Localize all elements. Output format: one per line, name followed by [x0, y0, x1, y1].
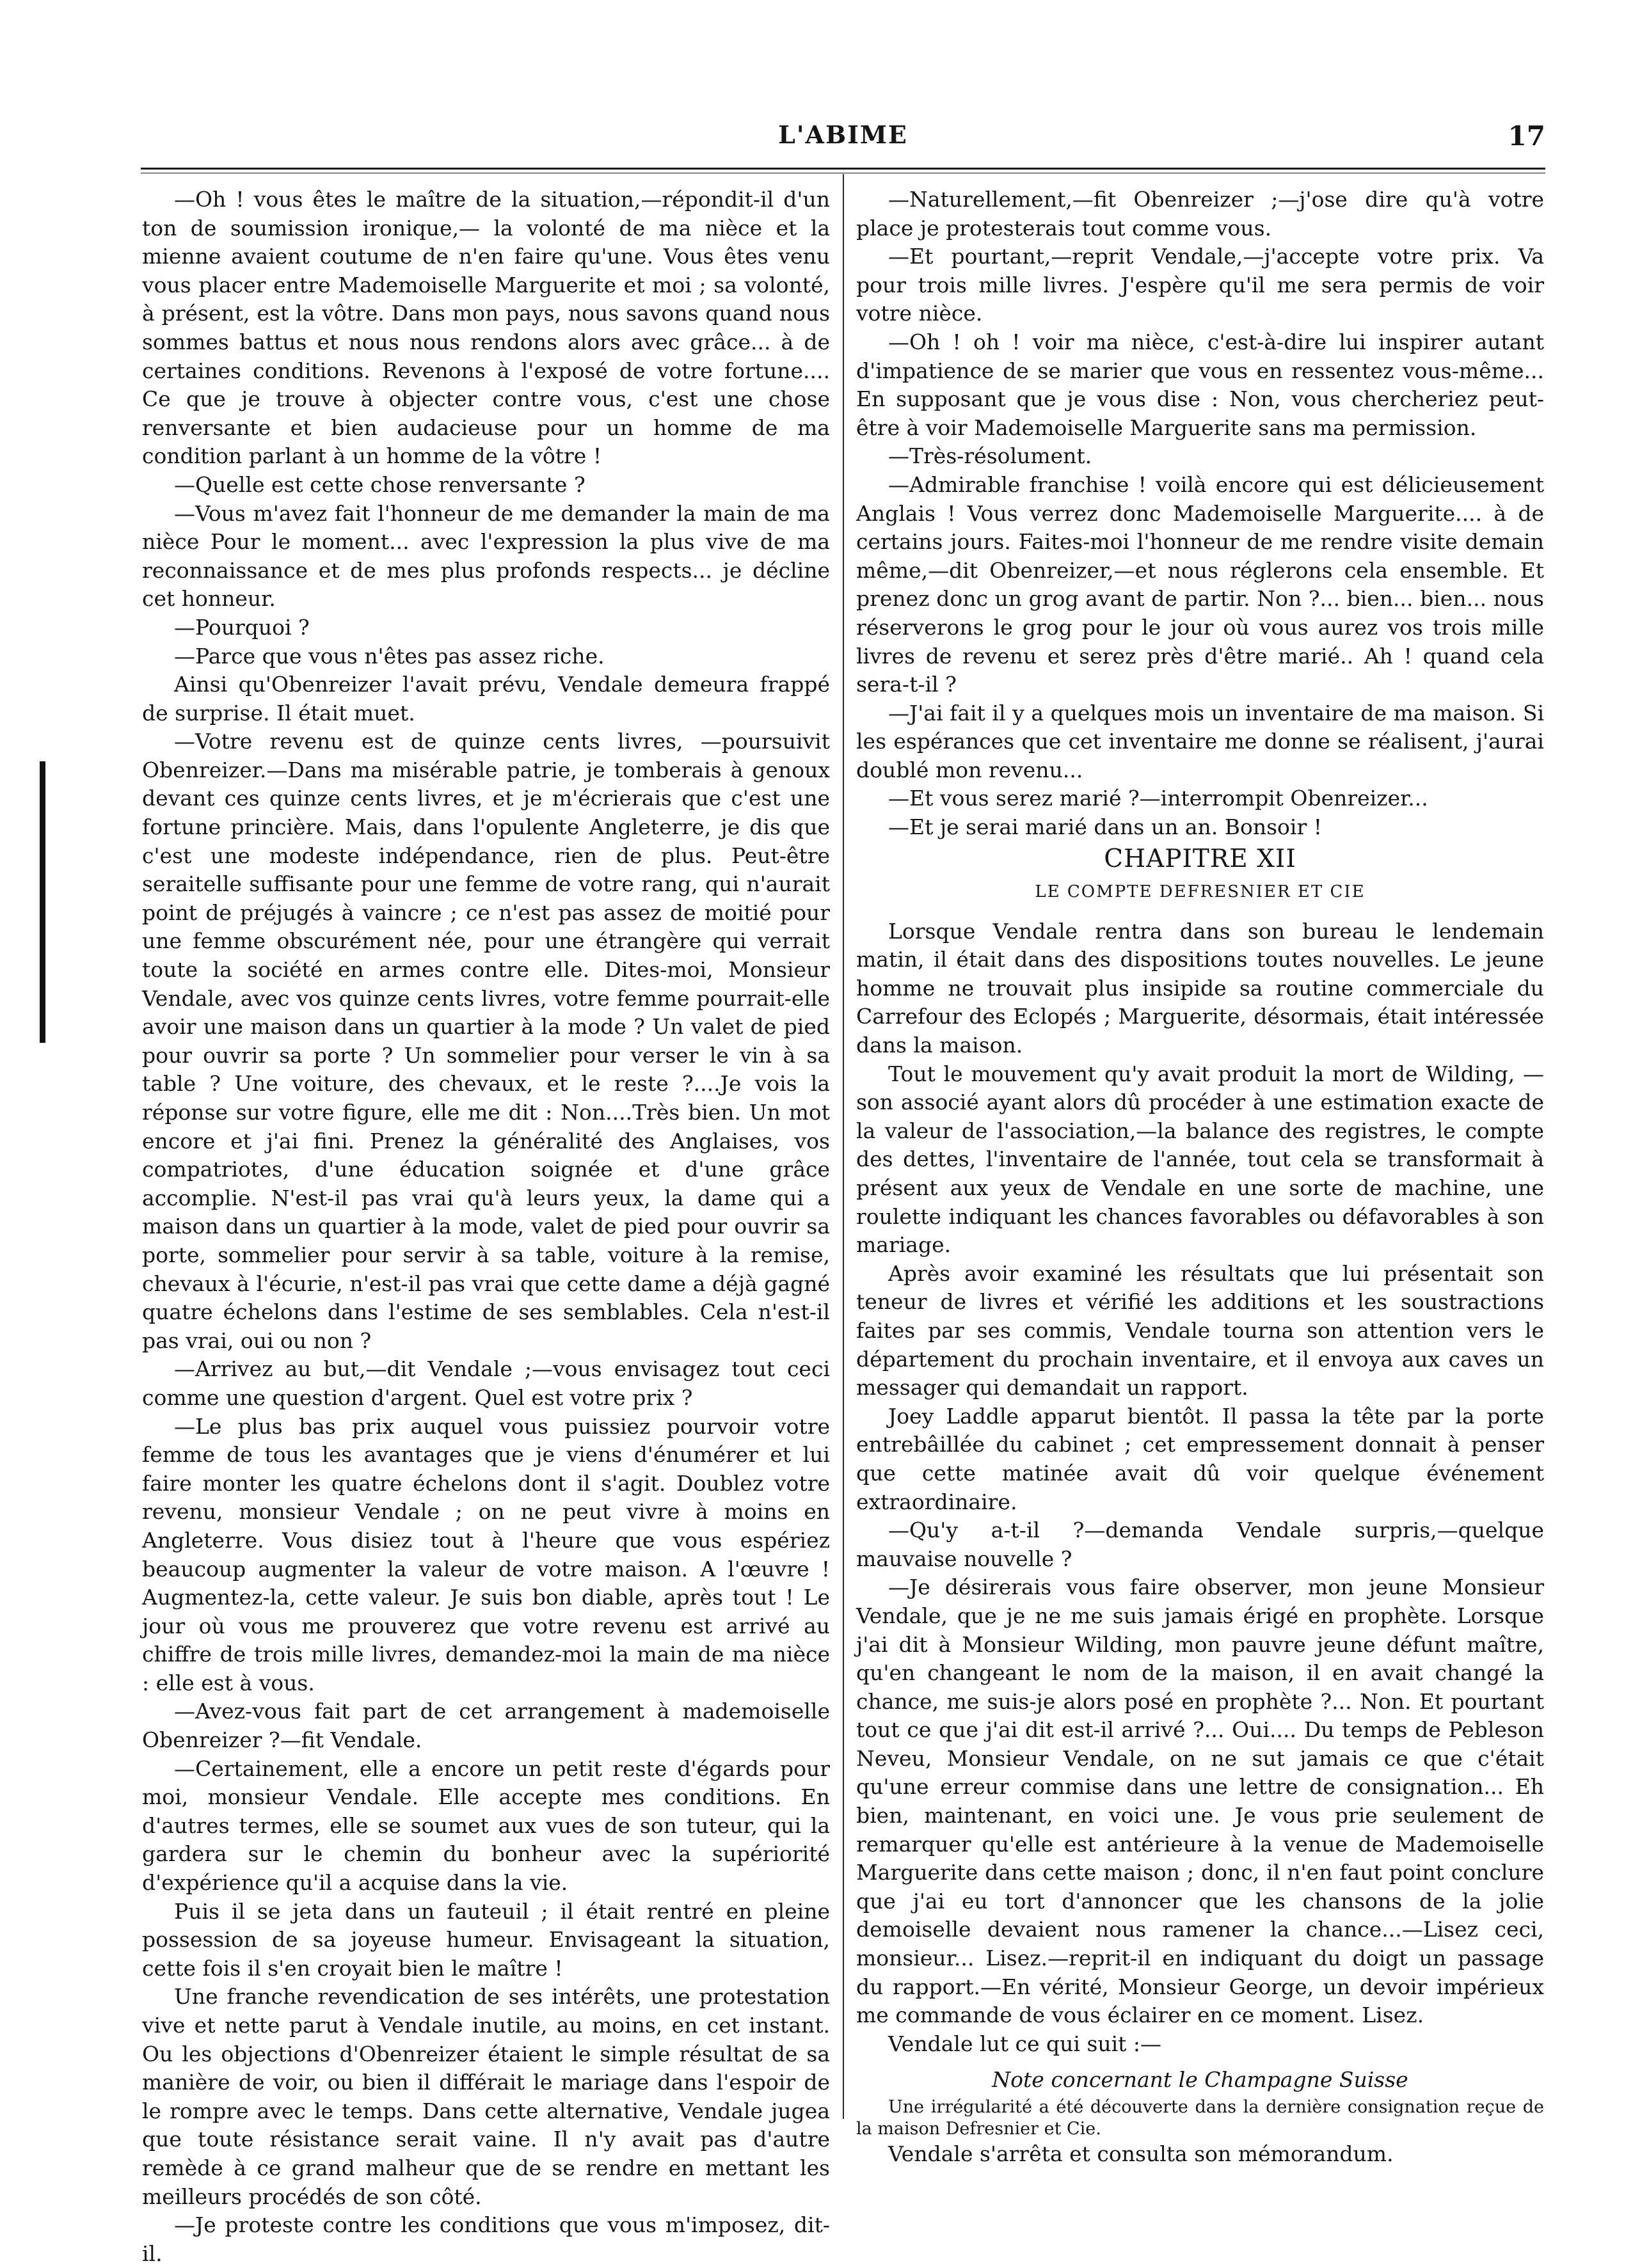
chapter-title: CHAPITRE XII — [1104, 844, 1296, 873]
paragraph: —Et pourtant,—reprit Vendale,—j'accepte votre prix. Va pour trois mille livres. J'espère qu'il me sera permis de voir votre nièce. — [856, 244, 1544, 326]
column-divider — [843, 174, 844, 2119]
paragraph: —J'ai fait il y a quelques mois un inventaire de ma maison. Si les espérances que cet inventaire me donne se réalisent, j'aurai doublé mon revenu... — [856, 700, 1544, 782]
chapter-subtitle: LE COMPTE DEFRESNIER ET CIE — [1035, 882, 1366, 901]
paragraph: Vendale lut ce qui suit :— — [888, 2031, 1162, 2056]
note-body: Une irrégularité a été découverte dans la dernière consignation reçue de la maison Defresnier et Cie. — [856, 2097, 1544, 2139]
header-rule — [141, 168, 1545, 170]
paragraph: Puis il se jeta dans un fauteuil ; il était rentré en pleine possession de sa joyeuse humeur. Envisageant la situation, cette fois il s'en croyait bien le maître ! — [142, 1898, 830, 1981]
paragraph: Une franche revendication de ses intérêts, une protestation vive et nette parut à Vendale inutile, au moins, en cet instant. Ou les objections d'Obenreizer étaient le simple résultat de sa manière de voir, ou bien il différait le mariage dans l'espoir de le rompre avec le temps. Dans cette alternative, Vendale jugea que toute résistance serait vaine. Il n'y avait pas d'autre remède à ce grand malheur que de se rendre en mettant les meilleurs procédés de son côté. — [142, 1984, 830, 2209]
page-number: 17 — [1508, 120, 1545, 152]
paragraph: Ainsi qu'Obenreizer l'avait prévu, Vendale demeura frappé de surprise. Il était muet. — [142, 672, 830, 726]
paragraph: —Parce que vous n'êtes pas assez riche. — [174, 643, 605, 669]
paragraph: —Pourquoi ? — [174, 614, 310, 640]
paragraph: —Très-résolument. — [888, 443, 1092, 469]
paragraph: —Arrivez au but,—dit Vendale ;—vous envisagez tout ceci comme une question d'argent. Quel est votre prix ? — [142, 1356, 830, 1410]
paragraph: —Oh ! oh ! voir ma nièce, c'est-à-dire lui inspirer autant d'impatience de se marier que vous en ressentez vous-même... En supposant que je vous dise : Non, vous chercheriez peut-être à voir Mademoiselle Marguerite sans ma permission. — [856, 329, 1544, 440]
paragraph: —Je proteste contre les conditions que vous m'imposez, dit-il. — [142, 2212, 830, 2266]
paragraph: —Vous m'avez fait l'honneur de me demander la main de ma nièce Pour le moment... avec l'expression la plus vive de ma reconnaissance et de mes plus profonds respects... je décline cet honneur. — [142, 500, 830, 612]
paragraph: —Le plus bas prix auquel vous puissiez pourvoir votre femme de tous les avantages que je viens d'énumérer et lui faire monter les quatre échelons dont il s'agit. Doublez votre revenu, monsieur Vendale ; on ne peut vivre à moins en Angleterre. Vous disiez tout à l'heure que vous espériez beaucoup augmenter la valeur de votre maison. A l'œuvre ! Augmentez-la, cette valeur. Je suis bon diable, après tout ! Le jour où vous me prouverez que votre revenu est arrivé au chiffre de trois mille livres, demandez-moi la main de ma nièce : elle est à vous. — [142, 1413, 830, 1695]
paragraph: —Qu'y a-t-il ?—demanda Vendale surpris,—quelque mauvaise nouvelle ? — [856, 1518, 1544, 1571]
margin-mark — [40, 761, 45, 1043]
left-column — [142, 186, 830, 2266]
paragraph: —Je désirerais vous faire observer, mon jeune Monsieur Vendale, que je ne me suis jamais érigé en prophète. Lorsque j'ai dit à Monsieur Wilding, mon pauvre jeune défunt maître, qu'en changeant le nom de la maison, il en avait changé la chance, me suis-je alors posé en prophète ?... Non. Et pourtant tout ce que j'ai dit est-il arrivé ?... Oui.... Du temps de Pebleson Neveu, Monsieur Vendale, on ne sut jamais ce que c'était qu'une erreur commise dans une lettre de consignation... Eh bien, maintenant, en voici une. Je vous prie seulement de remarquer qu'elle est antérieure à la venue de Mademoiselle Marguerite dans cette maison ; donc, il n'en faut point conclure que j'ai eu tort d'annoncer que les chansons de la jolie demoiselle devaient nous ramener la chance...—Lisez ceci, monsieur... Lisez.—reprit-il en indiquant du doigt un passage du rapport.—En vérité, Monsieur George, un devoir impérieux me commande de vous éclairer en ce moment. Lisez. — [856, 1574, 1544, 2028]
paragraph: —Naturellement,—fit Obenreizer ;—j'ose dire qu'à votre place je protesterais tout comme vous. — [856, 187, 1544, 241]
paragraph: —Admirable franchise ! voilà encore qui est délicieusement Anglais ! Vous verrez donc Mademoiselle Marguerite.... à de certains jours. Faites-moi l'honneur de me rendre visite demain même,—dit Obenreizer,—et nous réglerons cela ensemble. Et prenez donc un grog avant de partir. Non ?... bien... bien... nous réserverons le grog pour le jour où vous aurez vos trois mille livres de revenu et serez près d'être marié.. Ah ! quand cela sera-t-il ? — [856, 472, 1544, 697]
paragraph: Après avoir examiné les résultats que lui présentait son teneur de livres et vérifié les additions et les soustractions faites par ses commis, Vendale tourna son attention vers le département du prochain inventaire, et il envoya aux caves un messager qui demandait un rapport. — [856, 1260, 1544, 1400]
note-title: Note concernant le Champagne Suisse — [992, 2067, 1408, 2093]
paragraph: Joey Laddle apparut bientôt. Il passa la tête par la porte entrebâillée du cabinet ; cet empressement donnait à penser que cette matinée avait dû voir quelque événement extraordinaire. — [856, 1403, 1544, 1514]
paragraph: Lorsque Vendale rentra dans son bureau le lendemain matin, il était dans des dispositions toutes nouvelles. Le jeune homme ne trouvait plus insipide sa routine commerciale du Carrefour des Eclopés ; Marguerite, désormais, était intéressée dans la maison. — [856, 918, 1544, 1058]
paragraph: —Certainement, elle a encore un petit reste d'égards pour moi, monsieur Vendale. Elle accepte mes conditions. En d'autres termes, elle se soumet aux vues de son tuteur, qui la gardera sur le chemin du bonheur avec la supériorité d'expérience qu'il a acquise dans la vie. — [142, 1756, 830, 1896]
right-column — [856, 186, 1544, 2167]
page-header — [141, 120, 1545, 161]
paragraph: —Oh ! vous êtes le maître de la situation,—répondit-il d'un ton de soumission ironique,— la volonté de ma nièce et la mienne avaient coutume de n'en faire qu'une. Vous êtes venu vous placer entre Mademoiselle Marguerite et moi ; sa volonté, à présent, est la vôtre. Dans mon pays, nous savons quand nous sommes battus et nous nous rendons alors avec grâce... à de certaines conditions. Revenons à l'exposé de votre fortune.... Ce que je trouve à objecter contre vous, c'est une chose renversante et bien audacieuse pour un homme de ma condition parlant à un homme de la vôtre ! — [142, 187, 830, 469]
paragraph: —Et je serai marié dans un an. Bonsoir ! — [888, 814, 1322, 840]
paragraph: —Votre revenu est de quinze cents livres, —poursuivit Obenreizer.—Dans ma misérable patrie, je tomberais à genoux devant ces quinze cents livres, et je m'écrierais que c'est une fortune princière. Mais, dans l'opulente Angleterre, je dis que c'est une modeste indépendance, rien de plus. Peut-être seraitelle suffisante pour une femme de votre rang, qui n'aurait point de préjugés à vaincre ; ce n'est pas assez de moitié pour une femme obscurément née, pour une étrangère qui verrait toute la société en armes contre elle. Dites-moi, Monsieur Vendale, avec vos quinze cents livres, votre femme pourrait-elle avoir une maison dans un quartier à la mode ? Un valet de pied pour ouvrir sa porte ? Un sommelier pour verser le vin à sa table ? Une voiture, des chevaux, et le reste ?....Je vois la réponse sur votre figure, elle me dit : Non....Très bien. Un mot encore et j'ai fini. Prenez la généralité des Anglaises, vos compatriotes, d'une éducation soignée et d'une grâce accomplie. N'est-il pas vrai qu'à leurs yeux, la dame qui a maison dans un quartier à la mode, valet de pied pour ouvrir sa porte, sommelier pour servir à sa table, voiture à la remise, chevaux à l'écurie, n'est-il pas vrai que cette dame a déjà gagné quatre échelons dans l'estime de ses semblables. Cela n'est-il pas vrai, oui ou non ? — [142, 729, 830, 1353]
running-title: L'ABIME — [778, 120, 908, 149]
paragraph: —Quelle est cette chose renversante ? — [174, 472, 586, 497]
paragraph: Tout le mouvement qu'y avait produit la mort de Wilding, —son associé ayant alors dû procéder à une estimation exacte de la valeur de l'association,—la balance des registres, le compte des dettes, l'inventaire de l'année, tout cela se transformait à présent aux yeux de Vendale en une sorte de machine, une roulette indiquant les chances favorables ou défavorables à son mariage. — [856, 1061, 1544, 1258]
paragraph: —Et vous serez marié ?—interrompit Obenreizer... — [888, 786, 1428, 811]
paragraph: Vendale s'arrêta et consulta son mémorandum. — [888, 2141, 1394, 2167]
paragraph: —Avez-vous fait part de cet arrangement à mademoiselle Obenreizer ?—fit Vendale. — [142, 1699, 830, 1753]
